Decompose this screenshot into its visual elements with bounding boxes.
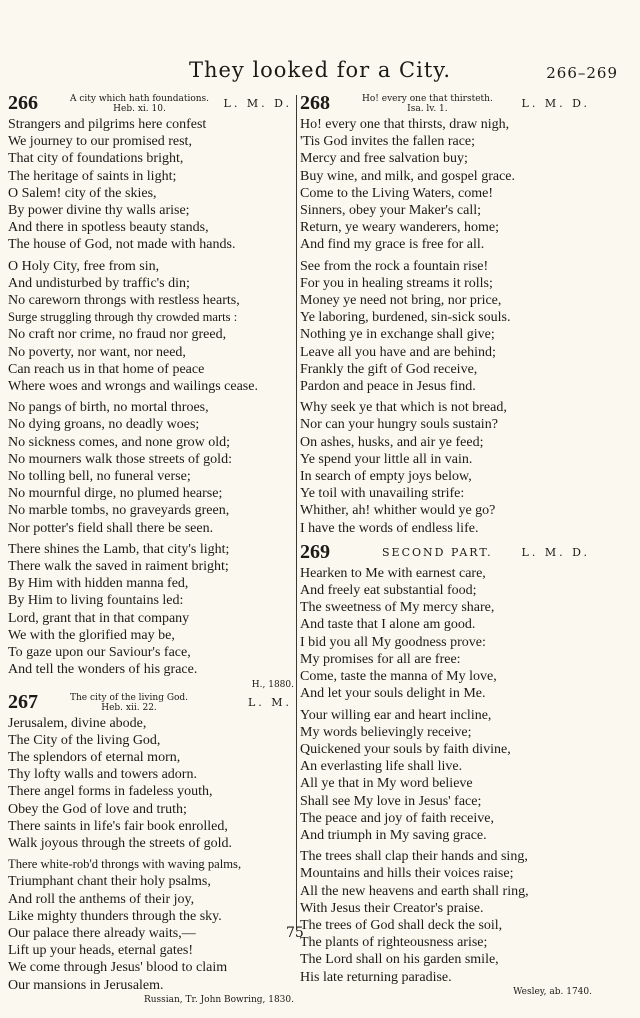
verse-line: No poverty, nor want, nor need, [8,344,186,360]
verse-line: We journey to our promised rest, [8,134,192,150]
verse-line: By power divine thy walls arise; [8,203,190,219]
verse-line: Nor potter's field shall there be seen. [8,520,214,536]
verse-line: Obey the God of love and truth; [8,801,187,817]
hymn-number: 266 [8,92,38,114]
verse-line: And tell the wonders of his grace. [8,662,198,678]
hymn-266-header [8,92,294,116]
hymn-268-verses [300,116,592,537]
verse-line: No tolling bell, no funeral verse; [8,469,191,485]
verse-line: No pangs of birth, no mortal throes, [8,400,209,416]
verse-line: Ye spend your little all in vain. [300,451,473,467]
verse-line: Pardon and peace in Jesus find. [300,379,476,395]
verse-line: The trees of God shall deck the soil, [300,917,503,933]
verse-line: By Him to living fountains led: [8,593,184,609]
verse-line: I have the words of endless life. [300,520,479,536]
verse-line: And undisturbed by traffic's din; [8,275,190,291]
left-column [8,92,294,1006]
verse-line: That city of foundations bright, [8,151,184,167]
verse-line: Mountains and hills their voices raise; [300,866,514,882]
hymn-number: 267 [8,690,38,713]
verse-line: Can reach us in that home of peace [8,361,205,377]
verse-line: And roll the anthems of their joy, [8,891,195,907]
hymn-meter: L. M. D. [521,545,590,559]
verse-line: Quickened your souls by faith divine, [300,741,511,757]
hymn-attribution: Russian, Tr. John Bowring, 1830. [143,994,294,1005]
verse-line: No marble tombs, no graveyards green, [8,503,230,519]
verse-line: The peace and joy of faith receive, [300,810,494,826]
verse-line: My promises for all are free: [300,651,461,667]
verse-line: All the new heavens and earth shall ring, [300,883,529,899]
verse-line: In search of empty joys below, [300,469,472,485]
hymn-269-header [300,541,592,565]
verse-line: And taste that I alone am good. [300,617,476,633]
verse-line: For you in healing streams it rolls; [300,275,493,291]
verse-line: We with the glorified may be, [8,627,175,643]
verse-line: All ye that in My word believe [300,776,473,792]
hymn-number: 268 [300,92,330,114]
verse-line: There shines the Lamb, that city's light; [8,541,230,557]
verse-line: Mercy and free salvation buy; [300,151,468,167]
verse-line: Thy lofty walls and towers adorn. [8,767,197,783]
verse-line: Buy wine, and milk, and gospel grace. [300,168,516,184]
verse-line: With Jesus their Creator's praise. [300,900,484,916]
verse-line: O Holy City, free from sin, [8,258,160,274]
verse-line: Frankly the gift of God receive, [300,361,478,377]
verse-line: The trees shall clap their hands and sing, [300,849,528,865]
verse-line: By Him with hidden manna fed, [8,576,189,592]
verse-line: No mournful dirge, no plumed hearse; [8,486,223,502]
verse-line: My words believingly receive; [300,724,472,740]
verse-line: On ashes, husks, and air ye feed; [300,434,484,450]
hymn-number: 269 [300,540,330,563]
page-header [0,58,640,88]
right-column [300,92,592,998]
hymn-heading-text: The city of the living God. [70,692,189,703]
verse-line: No craft nor crime, no fraud nor greed, [8,327,227,343]
verse-line: Your willing ear and heart incline, [300,707,492,723]
column-divider [296,95,297,930]
verse-line: Sinners, obey your Maker's call; [300,203,481,219]
verse-line: Ye toil with unavailing strife: [300,486,465,502]
verse-line: To gaze upon our Saviour's face, [8,645,191,661]
verse-line: No sickness comes, and none grow old; [8,434,231,450]
verse-line: His late returning paradise. [300,969,452,985]
hymn-269-verses [300,565,592,998]
verse-line: Lord, grant that in that company [8,610,190,626]
verse-line: Like mighty thunders through the sky. [8,908,222,924]
hymn-attribution: H., 1880. [251,679,294,690]
hymn-266-verses [8,116,294,691]
verse-line: There angel forms in fadeless youth, [8,784,213,800]
hymn-heading-text: Ho! every one that thirsteth. [362,94,493,104]
verse-line: Money ye need not bring, nor price, [300,293,502,309]
page-number: 75 [286,925,304,941]
verse-line: No careworn throngs with restless hearts, [8,293,240,309]
scripture-reference: Isa. lv. 1. [407,104,448,114]
verse-line: Jerusalem, divine abode, [8,715,147,731]
verse-line: See from the rock a fountain rise! [300,258,489,274]
verse-line: And freely eat substantial food; [300,583,477,599]
verse-line: Shall see My love in Jesus' face; [300,793,482,809]
hymn-heading [362,94,493,114]
verse-line: Nothing ye in exchange shall give; [300,327,495,343]
hymn-268-header [300,92,592,116]
verse-line: Strangers and pilgrims here confest [8,117,207,132]
verse-line: There white-rob'd throngs with waving palms, [8,857,242,872]
verse-line: Leave all you have and are behind; [300,344,496,360]
verse-line: Ho! every one that thirsts, draw nigh, [300,117,510,132]
hymn-267-verses [8,715,294,1006]
verse-line: Surge struggling through thy crowded marts : [8,310,238,325]
scripture-reference: Heb. xi. 10. [113,104,166,114]
verse-line: And let your souls delight in Me. [300,686,486,702]
verse-line: Hearken to Me with earnest care, [300,565,486,581]
verse-line: Whither, ah! whither would ye go? [300,503,496,519]
hymn-heading [70,693,188,713]
verse-line: And triumph in My saving grace. [300,827,487,843]
verse-line: Lift up your heads, eternal gates! [8,943,194,959]
verse-line: Nor can your hungry souls sustain? [300,417,498,433]
verse-line: The house of God, not made with hands. [8,237,236,253]
verse-line: We come through Jesus' blood to claim [8,960,228,976]
hymn-heading-text: A city which hath foundations. [70,94,210,104]
verse-line: The sweetness of My mercy share, [300,600,495,616]
verse-line: Where woes and wrongs and wailings cease. [8,379,258,395]
verse-line: There saints in life's fair book enrolled, [8,818,228,834]
verse-line: No dying groans, no deadly woes; [8,417,200,433]
verse-line: And find my grace is free for all. [300,237,485,253]
verse-line: No mourners walk those streets of gold: [8,451,232,467]
verse-line: O Salem! city of the skies, [8,185,157,201]
verse-line: 'Tis God invites the fallen race; [300,134,476,150]
verse-line: Our palace there already waits,— [8,925,196,941]
hymn-range: 266–269 [546,64,618,82]
verse-line: The splendors of eternal morn, [8,749,181,765]
verse-line: The plants of righteousness arise; [300,935,488,951]
verse-line: Come, taste the manna of My love, [300,669,497,685]
hymn-meter: L. M. [247,695,292,709]
hymn-attribution: Wesley, ab. 1740. [513,986,592,997]
verse-line: There walk the saved in raiment bright; [8,559,229,575]
verse-line: An everlasting life shall live. [300,759,463,775]
verse-line: And there in spotless beauty stands, [8,220,209,236]
hymn-meter: L. M. D. [521,97,590,110]
verse-line: Our mansions in Jerusalem. [8,977,164,993]
verse-line: I bid you all My goodness prove: [300,634,486,650]
hymn-heading [70,94,209,114]
running-title: They looked for a City. [188,58,452,82]
scripture-reference: Heb. xii. 22. [101,702,157,713]
hymn-267-header [8,691,294,715]
verse-line: The heritage of saints in light; [8,168,177,184]
verse-line: Return, ye weary wanderers, home; [300,220,500,236]
verse-line: Walk joyous through the streets of gold. [8,835,233,851]
verse-line: Come to the Living Waters, come! [300,185,494,201]
verse-line: Ye laboring, burdened, sin-sick souls. [300,310,511,326]
verse-line: Triumphant chant their holy psalms, [8,874,211,890]
verse-line: The Lord shall on his garden smile, [300,952,499,968]
hymn-meter: L. M. D. [223,97,292,110]
hymn-part-label: SECOND PART. [382,545,493,559]
verse-line: Why seek ye that which is not bread, [300,400,507,416]
verse-line: The City of the living God, [8,732,161,748]
